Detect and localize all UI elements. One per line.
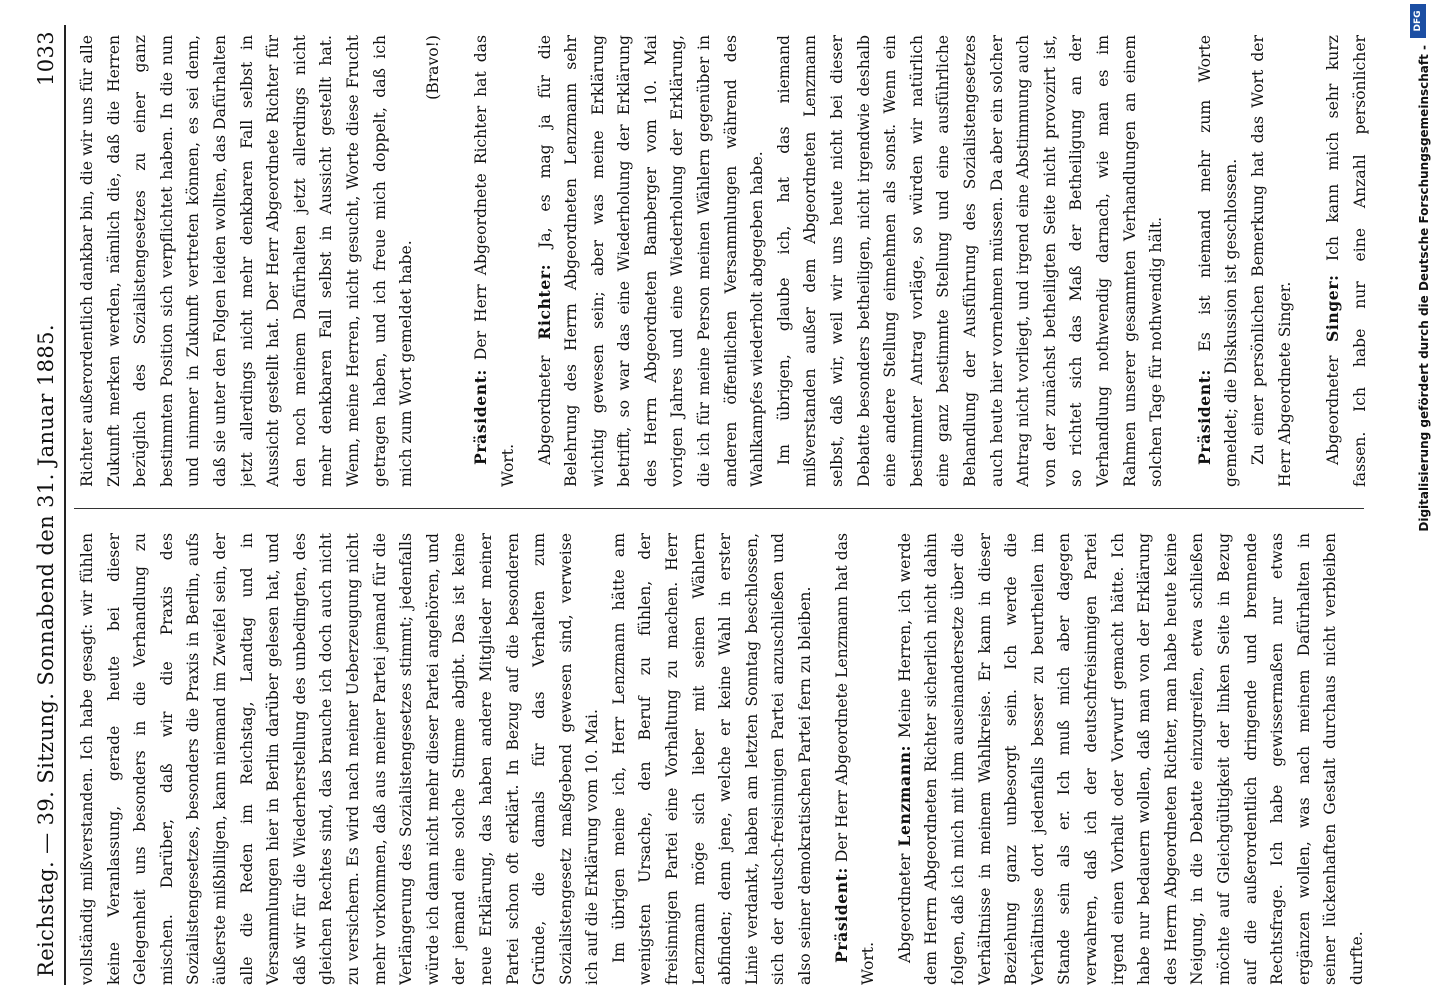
paragraph: vollständig mißverstanden. Ich habe gesagt: wir fühlen keine Veranlassung, gerade heute bei dieser Gelegenheit uns besonders in die Verhandlung zu mischen. Darüber, daß wir die Praxis des Sozialistengesetzes, besonders die Praxis in Berlin, aufs äußerste mißbilligen, kann niemand im Zweifel sein, der alle die Reden im Reichstag, Landtag und in Versammlungen hier in Berlin darüber gelesen hat, und daß wir für die Wiederherstellung des unbedingten, des gleichen Rechtes sind, das brauche ich doch auch nicht zu versichern. Es wird nach meiner Ueberzeugung nicht mehr vorkommen, daß aus meiner Partei jemand für die Verlängerung des Sozialistengesetzes stimmt; jedenfalls würde ich dann nicht mehr dieser Partei angehören, und der jemand eine solche Stimme abgibt. Das ist keine neue Erklärung, das haben andere Mitglieder meiner Partei schon oft erklärt. In Bezug auf die besonderen Gründe, die damals für das Verhalten zum Sozialistengesetz maßgebend gewesen sind, verweise ich auf die Erklärung vom 10. Mai. xyxy=(78,533,602,985)
paragraph xyxy=(1371,533,1375,985)
speaker-paragraph xyxy=(829,533,882,985)
left-column xyxy=(74,533,1374,985)
paragraph-spacer xyxy=(819,533,829,985)
speech-text: Es ist niemand mehr zum Worte gemeldet; die Diskussion ist geschlossen. xyxy=(1195,35,1241,487)
paragraph: Zu einer persönlichen Bemerkung hat das Wort der Herr Abgeordnete Singer. xyxy=(1248,35,1294,487)
speaker-name: Präsident: xyxy=(471,369,491,465)
digitization-credit xyxy=(1395,20,1429,980)
paragraph-spacer xyxy=(1298,35,1320,487)
speech-text: Meine Herren, ich werde dem Herrn Abgeordneten Richter sicherlich nicht dahin folgen, daß ich mich mit ihm auseinandersetze über die Verhältnisse in meinem Wahlkreise. Er kann in dieser Beziehung ganz unbesorgt sein. Ich werde die Verhältnisse dort jedenfalls besser zu beurtheilen im Stande sein als er. Ich muß mich aber dagegen verwahren, daß ich der deutschfreisinnigen Partei irgend einen Vorhalt oder Vorwurf gemacht hätte. Ich habe nur bedauern wollen, daß man von der Erklärung des Herrn Abgeordneten Richter, man habe heute keine Neigung, in die Debatte einzugreifen, etwa schließen möchte auf Gleichgültigkeit der linken Seite in Bezug auf die außerordentlich dringende und brennende Rechtsfrage. Ich habe gewissermaßen nur etwas ergänzen wollen, was nach meinem Dafürhalten in seiner lückenhaften Gestalt durchaus nicht verbleiben durfte. xyxy=(895,533,1366,985)
paragraph: Im übrigen, glaube ich, hat das niemand mißverstanden außer dem Abgeordneten Lenzmann selbst, daß wir, weil wir uns heute nicht bei dieser Debatte besonders betheiligen, nicht irgendwie deshalb eine andere Stellung einnehmen als sonst. Wenn ein bestimmter Antrag vorläge, so würden wir natürlich eine ganz bestimmte Stellung und eine ausführliche Behandlung der Ausführung des Sozialistengesetzes auch heute hier vornehmen müssen. Da aber ein solcher Antrag nicht vorliegt, und irgend eine Abstimmung auch von der zunächst betheiligten Seite nicht provozirt ist, so richtet sich das Maß der Betheiligung an der Verhandlung nothwendig darnach, wie man es im Rahmen unserer gesammten Verhandlungen an einem solchen Tage für nothwendig hält. xyxy=(774,35,1166,487)
speaker-title: Abgeordneter xyxy=(1324,342,1343,465)
speaker-title: Abgeordneter xyxy=(535,339,554,465)
paragraph-spacer xyxy=(446,35,468,487)
speaker-name: Präsident: xyxy=(831,867,851,963)
page-number: 1033 xyxy=(34,31,58,87)
running-head: Reichstag. — 39. Sitzung. Sonnabend den 31. Januar 1885. xyxy=(34,324,58,977)
speech-text: Ja, es mag ja für die Belehrung des Herrn Abgeordneten Lenzmann sehr wichtig gewesen sein; aber was meine Erklärung betrifft, so war das eine Wiederholung der Erklärung des Herrn Abgeordneten Bamberger vom 10. Mai vorigen Jahres und eine Wiederholung der Erklärung, die ich für meine Person meinen Wählern gegenüber in anderen öffentlichen Versammlungen während des Wahlkampfes wiederholt abgegeben habe. xyxy=(535,35,767,487)
right-column xyxy=(74,35,1374,487)
interjection: (Bravo!) xyxy=(423,35,442,100)
speaker-paragraph xyxy=(468,35,521,487)
speech-text: Ich kann mich sehr kurz fassen. Ich habe nur eine Anzahl persönlicher xyxy=(1324,35,1369,487)
speech-text: Der Herr Abgeordnete Lenzmann hat das Wort. xyxy=(832,533,878,985)
column-divider xyxy=(74,508,1364,509)
speaker-name: Präsident: xyxy=(1194,369,1214,465)
speaker-paragraph xyxy=(532,35,771,487)
paragraph: Im übrigen meine ich, Herr Lenzmann hätte am wenigsten Ursache, den Beruf zu fühlen, der freisinnigen Partei eine Vorhaltung zu machen. Herr Lenzmann möge sich lieber mit seinen Wählern abfinden; denn jene, welche er keine Wahl in erster Linie verdankt, haben am letzten Sonntag beschlossen, sich der deutsch-freisinnigen Partei anzuschließen und also seiner demokratischen Partei fern zu bleiben. xyxy=(609,533,815,985)
speaker-paragraph xyxy=(1192,35,1245,487)
dfg-logo xyxy=(1410,4,1426,38)
paragraph: Richter außerordentlich dankbar bin, die wir uns für alle Zukunft merken werden, nämlich die, daß die Herren bezüglich des Sozialistengesetzes zu einer ganz bestimmten Position sich verpflichtet haben. In die nun und nimmer in Zukunft vertreten können, es sei denn, daß sie unter den Folgen leiden wollten, das Dafürhalten jetzt allerdings nicht mehr denkbaren Fall selbst in Aussicht gestellt hat. Der Herr Abgeordnete Richter für den noch meinem Dafürhalten jetzt allerdings nicht mehr denkbaren Fall selbst in Aussicht gestellt hat. Wenn, meine Herren, nicht gesucht, Worte diese Frucht getragen haben, und ich freue mich doppelt, daß ich mich zum Wort gemeldet habe. xyxy=(78,35,416,487)
speaker-name: Lenzmann: xyxy=(894,745,914,847)
page-header xyxy=(30,25,66,985)
paragraph-spacer xyxy=(1170,35,1192,487)
dfg-logo-text: DFG xyxy=(1413,10,1423,32)
digitization-credit-text: Digitalisierung gefördert durch die Deutsche Forschungsgemeinschaft - xyxy=(1417,45,1431,532)
speaker-name: Richter: xyxy=(534,263,554,340)
speech-text: Der Herr Abgeordnete Richter hat das Wort. xyxy=(472,35,517,487)
paragraph-spacer xyxy=(522,35,532,487)
speaker-title: Abgeordneter xyxy=(895,846,914,963)
rotated-page xyxy=(30,25,1390,985)
speaker-name: Singer: xyxy=(1323,274,1343,343)
speaker-paragraph xyxy=(1320,35,1374,487)
speaker-paragraph xyxy=(892,533,1371,985)
paragraph-spacer xyxy=(882,533,892,985)
